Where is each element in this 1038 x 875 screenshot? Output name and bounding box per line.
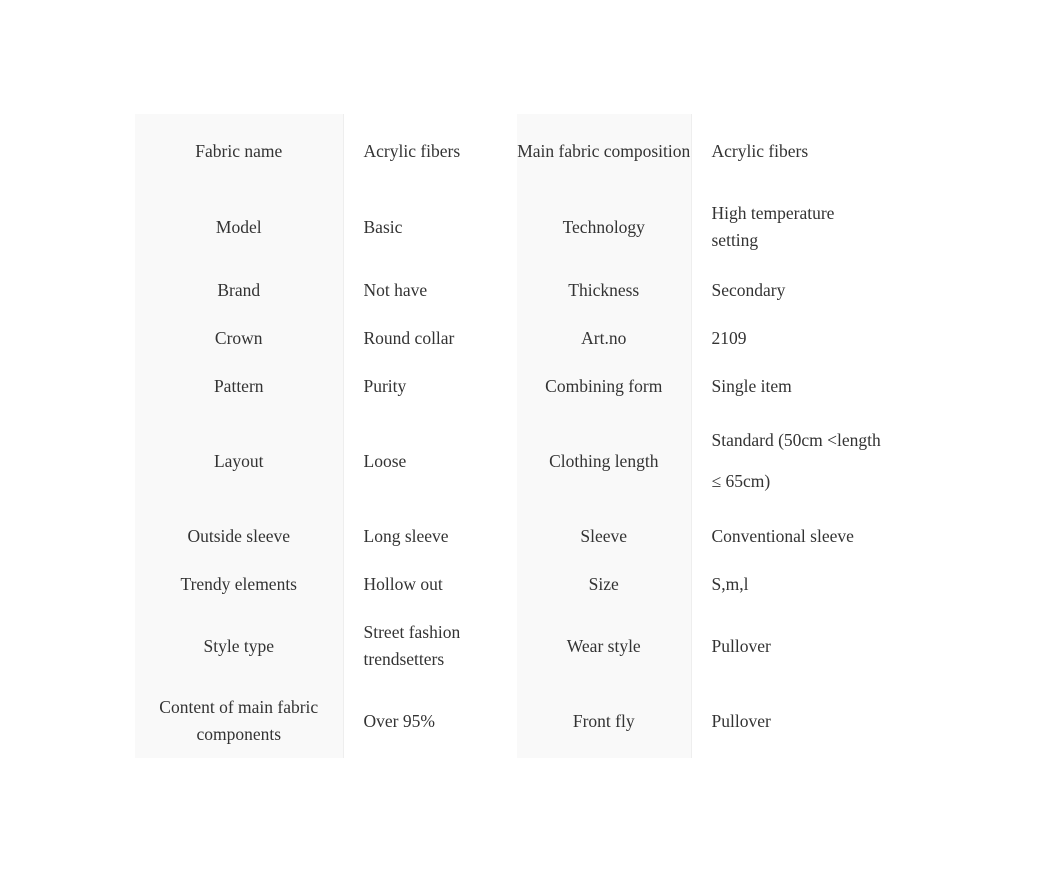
- attribute-label: Model: [135, 188, 343, 266]
- attribute-label: Wear style: [517, 608, 691, 684]
- table-row: [135, 362, 881, 410]
- attribute-value: Over 95%: [343, 684, 517, 758]
- attribute-label: Combining form: [517, 362, 691, 410]
- attribute-label: Pattern: [135, 362, 343, 410]
- attribute-label: Content of main fabric components: [135, 684, 343, 758]
- table-row: [135, 560, 881, 608]
- attribute-label: Fabric name: [135, 114, 343, 188]
- attribute-label: Style type: [135, 608, 343, 684]
- attribute-value: Pullover: [691, 684, 881, 758]
- attribute-label: Technology: [517, 188, 691, 266]
- table-row: [135, 266, 881, 314]
- attribute-label: Trendy elements: [135, 560, 343, 608]
- attribute-value: 2109: [691, 314, 881, 362]
- attribute-label: Thickness: [517, 266, 691, 314]
- attribute-label: Art.no: [517, 314, 691, 362]
- attribute-label: Size: [517, 560, 691, 608]
- table-row: [135, 314, 881, 362]
- attribute-value: Secondary: [691, 266, 881, 314]
- attribute-value: Acrylic fibers: [691, 114, 881, 188]
- attribute-value: Loose: [343, 410, 517, 512]
- attribute-label: Brand: [135, 266, 343, 314]
- attribute-value: Pullover: [691, 608, 881, 684]
- attribute-label: Crown: [135, 314, 343, 362]
- product-attributes-table: [135, 114, 881, 758]
- attribute-value: Not have: [343, 266, 517, 314]
- attribute-value-text: Standard (50cm <length ≤ 65cm): [711, 430, 881, 491]
- attribute-label: Layout: [135, 410, 343, 512]
- attribute-value: [691, 410, 881, 512]
- table-row: [135, 512, 881, 560]
- attribute-value: Hollow out: [343, 560, 517, 608]
- attribute-value: Basic: [343, 188, 517, 266]
- attribute-label: Sleeve: [517, 512, 691, 560]
- attribute-value: Long sleeve: [343, 512, 517, 560]
- attribute-value: Street fashion trendsetters: [343, 608, 517, 684]
- attribute-value: Round collar: [343, 314, 517, 362]
- table-row: [135, 188, 881, 266]
- attribute-label: Outside sleeve: [135, 512, 343, 560]
- attribute-label: Front fly: [517, 684, 691, 758]
- table-row: [135, 684, 881, 758]
- attribute-value: S,m,l: [691, 560, 881, 608]
- attribute-value: High temperature setting: [691, 188, 881, 266]
- attribute-value: Conventional sleeve: [691, 512, 881, 560]
- attribute-label: Main fabric composition: [517, 114, 691, 188]
- table-row: [135, 114, 881, 188]
- attribute-value: Acrylic fibers: [343, 114, 517, 188]
- attribute-value: Purity: [343, 362, 517, 410]
- attribute-value: Single item: [691, 362, 881, 410]
- attribute-label: Clothing length: [517, 410, 691, 512]
- table-row: [135, 608, 881, 684]
- table-row: [135, 410, 881, 512]
